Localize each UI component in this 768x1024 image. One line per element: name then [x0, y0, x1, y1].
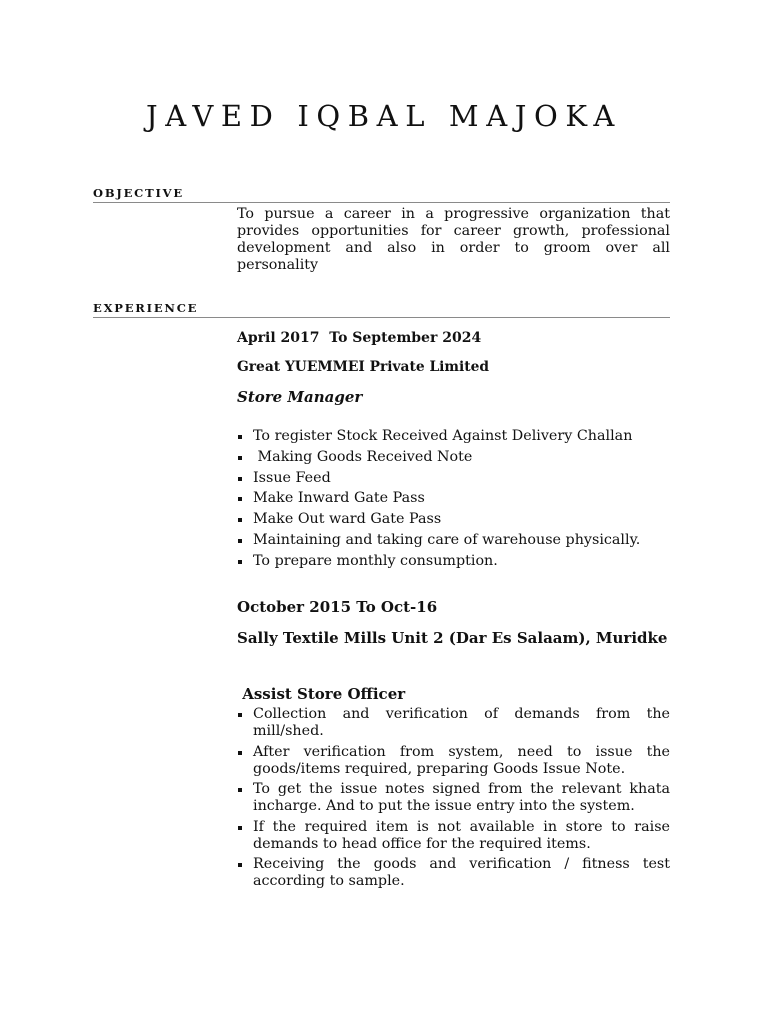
duty-item: If the required item is not available in store to raise demands to head office for the required items. — [237, 819, 670, 853]
job-company: Sally Textile Mills Unit 2 (Dar Es Salaam), Muridke — [237, 629, 668, 647]
job-role: Assist Store Officer — [237, 685, 406, 703]
duty-item: Make Out ward Gate Pass — [237, 511, 670, 528]
job-duties-list — [237, 428, 670, 574]
duty-item: Issue Feed — [237, 470, 670, 487]
duty-item: To get the issue notes signed from the relevant khata incharge. And to put the issue entry into the system. — [237, 781, 670, 815]
job-period: April 2017 To September 2024 — [237, 330, 482, 346]
objective-heading: OBJECTIVE — [93, 186, 184, 200]
duty-item: Making Goods Received Note — [237, 449, 670, 466]
experience-heading: EXPERIENCE — [93, 301, 199, 315]
objective-text: To pursue a career in a progressive organization that provides opportunities for career growth, professional development and also in order to groom over all personality — [237, 206, 670, 273]
candidate-name: JAVED IQBAL MAJOKA — [146, 99, 622, 133]
duty-item: To prepare monthly consumption. — [237, 553, 670, 570]
duty-item: Make Inward Gate Pass — [237, 490, 670, 507]
job-duties-list — [237, 706, 670, 894]
duty-item: After verification from system, need to issue the goods/items required, preparing Goods Issue Note. — [237, 744, 670, 778]
duty-item: To register Stock Received Against Delivery Challan — [237, 428, 670, 445]
objective-section-header — [93, 185, 670, 203]
job-period: October 2015 To Oct-16 — [237, 598, 438, 616]
duty-item: Maintaining and taking care of warehouse physically. — [237, 532, 670, 549]
job-role: Store Manager — [237, 388, 363, 406]
duty-item: Receiving the goods and verification / fitness test according to sample. — [237, 856, 670, 890]
duty-item: Collection and verification of demands from the mill/shed. — [237, 706, 670, 740]
job-company: Great YUEMMEI Private Limited — [237, 359, 490, 375]
experience-section-header — [93, 300, 670, 318]
